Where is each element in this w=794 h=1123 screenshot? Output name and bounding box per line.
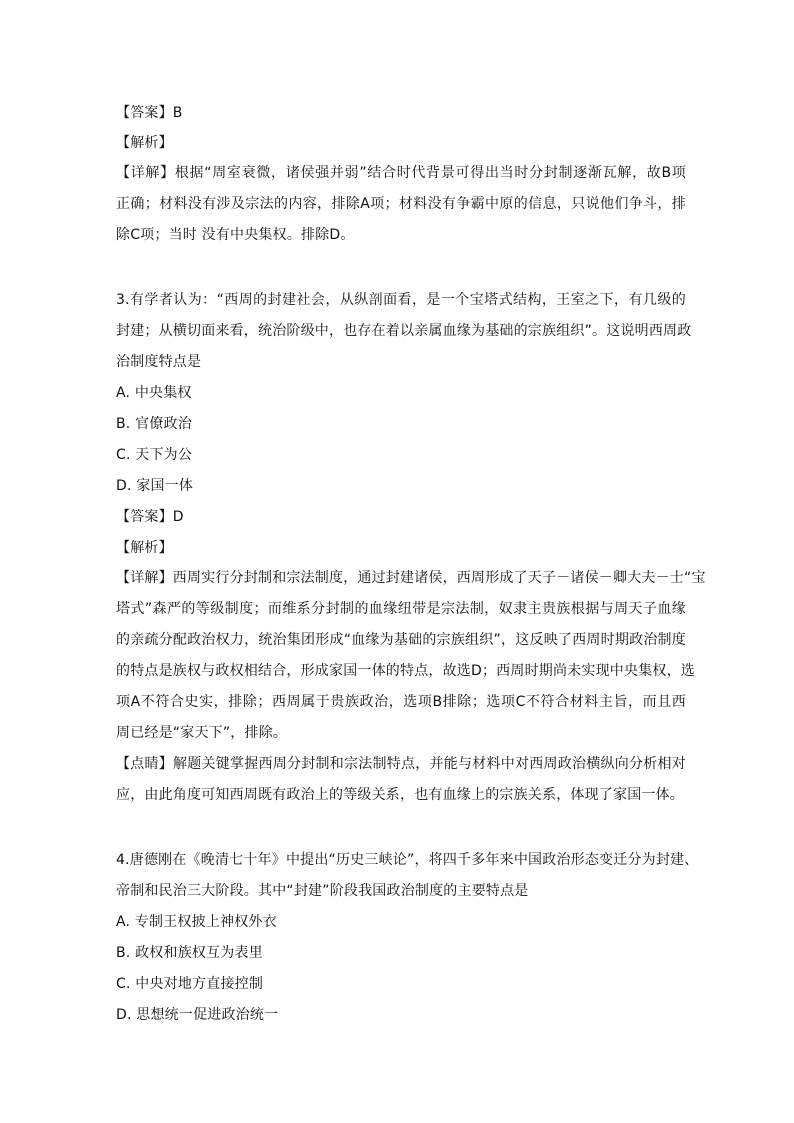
q4-option-c: C. 中央对地方直接控制 — [116, 976, 264, 992]
q4-stem-line-2: 帝制和民治三大阶段。其中“封建”阶段我国政治制度的主要特点是 — [116, 883, 529, 899]
q3-analysis-label: 【解析】 — [116, 540, 173, 556]
q3-tip-line-1: 【点睛】解题关键掌握西周分封制和宗法制特点，并能与材料中对西周政治横纵向分析相对 — [116, 756, 686, 772]
q2-detail-line-2: 正确；材料没有涉及宗法的内容，排除A项；材料没有争霸中原的信息，只说他们争斗，排 — [116, 196, 686, 212]
q2-answer: 【答案】B — [116, 105, 183, 121]
q2-detail-line-1: 【详解】根据“周室衰微，诸侯强并弱”结合时代背景可得出当时分封制逐渐瓦解，故B项 — [116, 165, 686, 181]
q3-detail-line-4: 的特点是族权与政权相结合，形成家国一体的特点，故选D；西周时期尚未实现中央集权，选 — [116, 663, 695, 679]
q4-option-d: D. 思想统一促进政治统一 — [116, 1007, 279, 1023]
q3-option-c: C. 天下为公 — [116, 447, 193, 463]
q3-option-b: B. 官僚政治 — [116, 416, 192, 432]
q3-detail-line-6: 周已经是“家天下”，排除。 — [116, 725, 288, 741]
q2-detail-line-3: 除C项；当时 没有中央集权。排除D。 — [116, 227, 355, 243]
q3-detail-line-3: 的亲疏分配政治权力，统治集团形成“血缘为基础的宗族组织”，这反映了西周时期政治制度 — [116, 632, 686, 648]
q2-analysis-label: 【解析】 — [116, 135, 173, 151]
q3-stem-line-1: 3.有学者认为：“西周的封建社会，从纵剖面看，是一个宝塔式结构，王室之下，有几级的 — [116, 292, 686, 308]
q3-detail-line-5: 项A不符合史实，排除；西周属于贵族政治，选项B排除；选项C不符合材料主旨，而且西 — [116, 694, 686, 710]
q4-option-b: B. 政权和族权互为表里 — [116, 945, 263, 961]
q3-answer: 【答案】D — [116, 509, 184, 525]
q3-detail-line-2: 塔式”森严的等级制度；而维系分封制的血缘纽带是宗法制，奴隶主贵族根据与周天子血缘 — [116, 601, 686, 617]
q3-option-a: A. 中央集权 — [116, 385, 192, 401]
q3-stem-line-2: 封建；从横切面来看，统治阶级中，也存在着以亲属血缘为基础的宗族组织”。这说明西周政 — [116, 323, 692, 339]
q3-detail-line-1: 【详解】西周实行分封制和宗法制度，通过封建诸侯，西周形成了天子－诸侯－卿大夫－士“宝 — [116, 570, 706, 586]
q3-stem-line-3: 治制度特点是 — [116, 354, 202, 370]
q4-stem-line-1: 4.唐德刚在《晚清七十年》中提出“历史三峡论”，将四千多年来中国政治形态变迁分为封建、 — [116, 852, 699, 868]
q3-tip-line-2: 应，由此角度可知西周既有政治上的等级关系，也有血缘上的宗族关系，体现了家国一体。 — [116, 787, 684, 803]
q3-option-d: D. 家国一体 — [116, 478, 194, 494]
q4-option-a: A. 专制王权披上神权外衣 — [116, 914, 277, 930]
